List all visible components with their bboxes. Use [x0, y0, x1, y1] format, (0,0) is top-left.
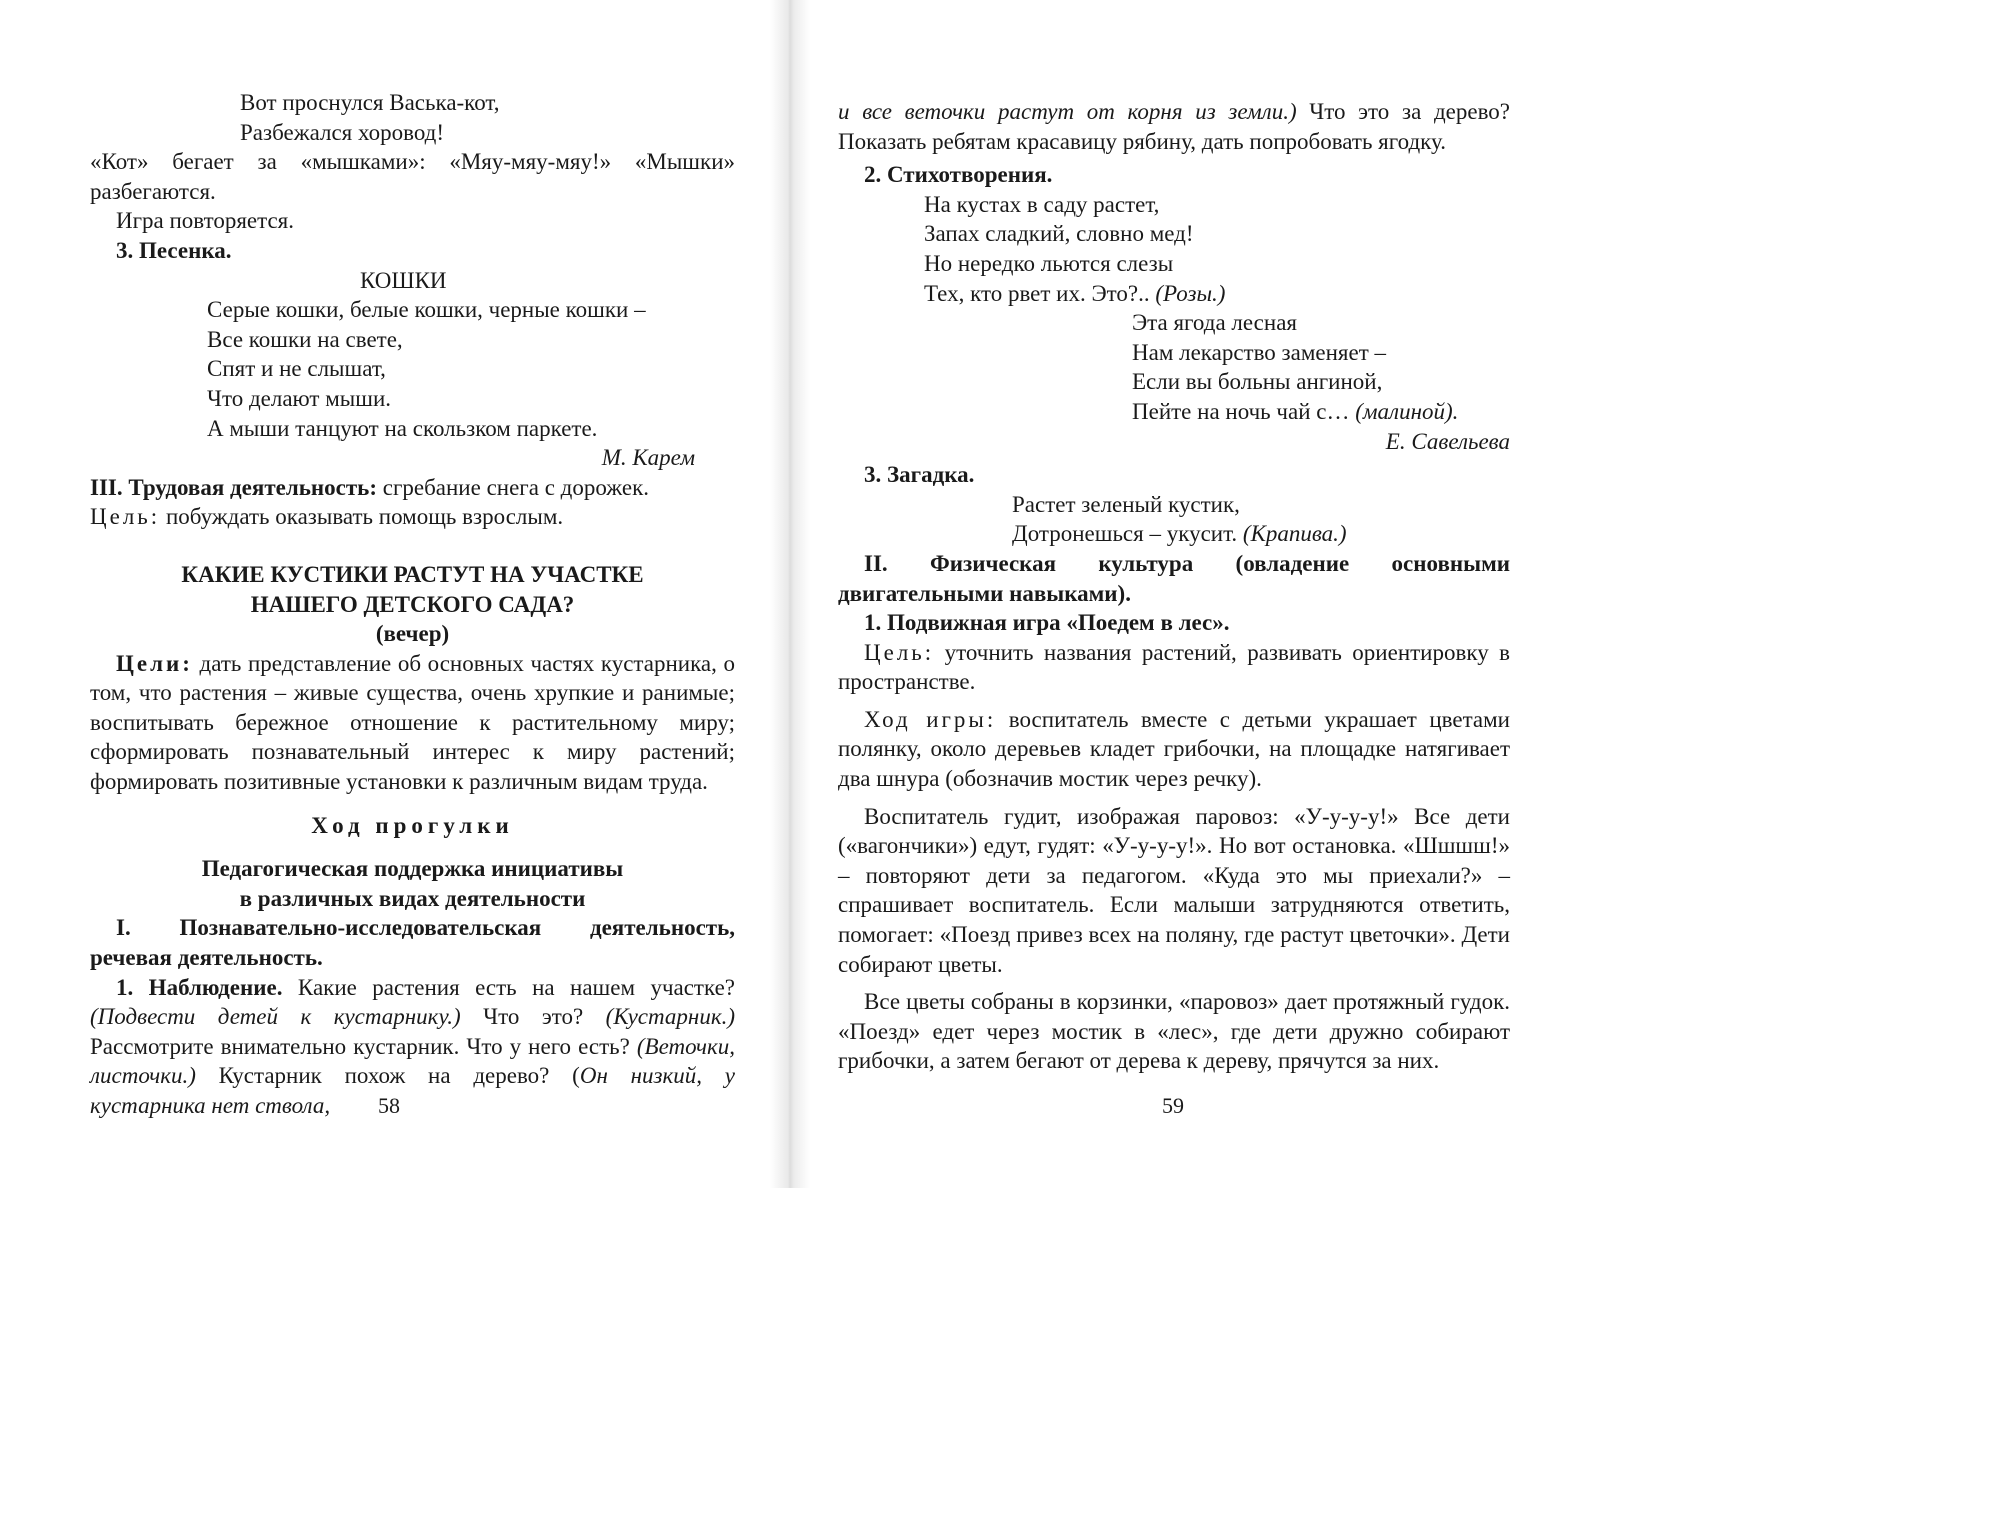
- poem-line: На кустах в саду растет,: [924, 191, 1160, 217]
- poem-line: Если вы больны ангиной,: [1132, 369, 1383, 395]
- labor-label: III. Трудовая деятельность:: [90, 474, 377, 500]
- poem-answer: (малиной).: [1355, 398, 1459, 424]
- riddle-line: [1012, 519, 1510, 549]
- song-line: Серые кошки, белые кошки, черные кошки –: [207, 297, 646, 323]
- observation-text: Рассмотрите внимательно кустарник. Что у него есть?: [90, 1033, 637, 1059]
- goal-text: побуждать оказывать помощь взрослым.: [160, 504, 564, 530]
- poem-answer: (Розы.): [1155, 280, 1226, 306]
- poem-author: Е. Савельева: [1385, 428, 1510, 454]
- observation-paragraph: [90, 973, 735, 1121]
- aims-text: дать представление об основных частях кустарника, о том, что растения – живые существа, очень хрупкие и ранимые; воспитывать бережное отношение к растительному миру; сформировать познавательный интерес к миру растений; формировать позитивные установки к различным видам труда.: [90, 650, 735, 795]
- continued-text: Что это за дерево? Показать ребятам красавицу рябину, дать попробовать ягодку.: [838, 99, 1510, 154]
- support-heading: в различных видах деятельности: [239, 885, 586, 911]
- song-line: Что делают мыши.: [207, 385, 391, 411]
- activity-heading: I. Познавательно-исследовательская деятельность, речевая деятельность.: [90, 915, 735, 971]
- song-author: М. Карем: [601, 445, 695, 471]
- labor-text: сгребание снега с дорожек.: [376, 474, 649, 500]
- goal-label: Цель:: [90, 504, 161, 530]
- poem-roses: [838, 190, 1510, 308]
- continued-paragraph: [838, 97, 1510, 156]
- observation-answer: (Кустарник.): [605, 1004, 735, 1030]
- book-gutter: [770, 0, 810, 1188]
- song-verse: [90, 295, 735, 443]
- riddle: [838, 490, 1510, 549]
- observation-answer: (Подвести детей к кустарнику.): [90, 1004, 461, 1030]
- cat-paragraph-line: «Кот» бегает за «мышками»: «Мяу-мяу-мяу!» «Мышки»: [90, 149, 735, 175]
- section-time: (вечер): [375, 621, 450, 647]
- final-paragraph: Все цветы собраны в корзинки, «паровоз» дает протяжный гудок. «Поезд» едет через мостик в «лес», где дети дружно собирают грибочки, а затем бегают от дерева к дереву, прячутся за них.: [838, 989, 1510, 1074]
- continued-answer: и все веточки растут от корня из земли.): [838, 99, 1297, 124]
- game-goal-text: уточнить названия растений, развивать ориентировку в пространстве.: [838, 639, 1510, 695]
- observation-text: Кустарник похож на дерево? (: [195, 1063, 580, 1089]
- page-number-left: 58: [378, 1093, 400, 1118]
- labor-line: [90, 473, 735, 503]
- train-paragraph: Воспитатель гудит, изображая паровоз: «У-у-у-у!» Все дети («вагончики») едут, гудят: «У-у-у-у!». Но вот остановка. «Шшшш!» – повторяют дети за педагогом. «Куда это мы приехали?» – спрашивает воспитатель. Если малыши затрудняются ответить, помогает: «Поезд привез всех на поляну, где растут цветочки». Дети собирают цветы.: [838, 803, 1510, 977]
- song-line: А мыши танцуют на скользком паркете.: [207, 415, 598, 441]
- right-page: [838, 97, 1510, 1076]
- song-line: Спят и не слышат,: [207, 356, 386, 382]
- poem-line: [1132, 397, 1510, 427]
- poem-line: Запах сладкий, словно мед!: [924, 221, 1194, 247]
- walk-heading: Ход прогулки: [311, 812, 514, 838]
- song-heading: 3. Песенка.: [116, 237, 232, 263]
- page-number-right: 59: [1162, 1093, 1184, 1118]
- poems-heading: 2. Стихотворения.: [864, 162, 1053, 188]
- observation-text: Какие растения есть на нашем участке?: [282, 974, 735, 1000]
- game-heading: 1. Подвижная игра «Поедем в лес».: [864, 610, 1230, 636]
- pe-heading: II. Физическая культура (овладение основными двигательными навыками).: [838, 550, 1510, 606]
- poem-raspberry: [838, 308, 1510, 426]
- spacer: [90, 797, 735, 811]
- riddle-text: Дотронешься – укусит.: [1012, 521, 1243, 547]
- observation-answer: (Веточки, листочки.): [90, 1033, 735, 1089]
- aims-label: Цели:: [116, 650, 193, 676]
- riddle-heading: 3. Загадка.: [864, 462, 975, 488]
- poem-text: Пейте на ночь чай с…: [1132, 398, 1356, 424]
- cat-paragraph-end: разбегаются.: [90, 178, 216, 204]
- poem-line: Разбежался хоровод!: [240, 119, 445, 145]
- game-course-label: Ход игры:: [864, 706, 997, 732]
- section-title: КАКИЕ КУСТИКИ РАСТУТ НА УЧАСТКЕ: [181, 561, 644, 587]
- poem-cat: [90, 88, 735, 147]
- section-title: НАШЕГО ДЕТСКОГО САДА?: [250, 591, 575, 617]
- observation-label: 1. Наблюдение.: [116, 974, 283, 1000]
- left-page: [90, 88, 735, 1121]
- observation-answer: Он низкий, у кустарника нет ствола,: [90, 1063, 735, 1118]
- goal-line: [90, 502, 735, 532]
- repeat-text: Игра повторяется.: [116, 208, 295, 234]
- song-title: КОШКИ: [360, 267, 447, 293]
- poem-text: Тех, кто рвет их. Это?..: [924, 280, 1156, 306]
- riddle-line: Растет зеленый кустик,: [1012, 491, 1240, 517]
- spacer: [90, 840, 735, 854]
- game-goal: [838, 638, 1510, 697]
- observation-text: Что это?: [460, 1004, 606, 1030]
- aims-paragraph: [90, 649, 735, 797]
- poem-line: [924, 279, 1510, 309]
- poem-line: Но нередко льются слезы: [924, 250, 1174, 276]
- game-goal-label: Цель:: [864, 639, 935, 665]
- riddle-answer: (Крапива.): [1242, 521, 1347, 547]
- poem-line: Вот проснулся Васька-кот,: [240, 90, 500, 115]
- game-course: [838, 705, 1510, 794]
- support-heading: Педагогическая поддержка инициативы: [201, 856, 624, 882]
- song-line: Все кошки на свете,: [207, 326, 403, 352]
- game-course-text: воспитатель вместе с детьми украшает цветами полянку, около деревьев кладет грибочки, на площадке натягивает два шнура (обозначив мостик через речку).: [838, 706, 1510, 792]
- poem-line: Нам лекарство заменяет –: [1132, 339, 1387, 365]
- spacer: [90, 532, 735, 560]
- poem-line: Эта ягода лесная: [1132, 310, 1297, 336]
